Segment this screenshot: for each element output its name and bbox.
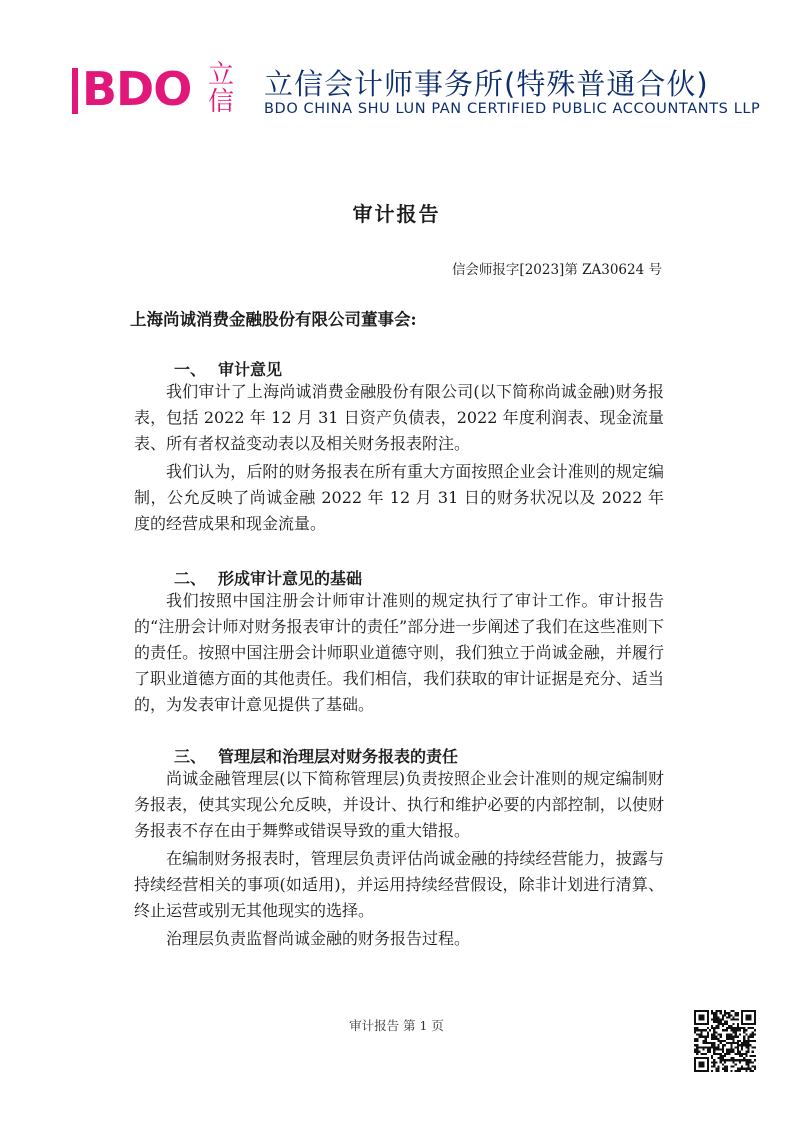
firm-name-cn: 立信会计师事务所(特殊普通合伙) xyxy=(264,67,709,101)
section-heading-2 xyxy=(174,566,362,589)
section-number: 二、 xyxy=(174,569,207,588)
section-title: 审计意见 xyxy=(218,360,283,379)
firm-name-en: BDO CHINA SHU LUN PAN CERTIFIED PUBLIC ACCOUNTANTS LLP xyxy=(264,101,761,117)
logo-text: BDO xyxy=(82,62,192,116)
paragraph: 在编制财务报表时，管理层负责评估尚诚金融的持续经营能力，披露与持续经营相关的事项(如适用)，并运用持续经营假设，除非计划进行清算、终止运营或别无其他现实的选择。 xyxy=(134,849,664,920)
document-title: 审计报告 xyxy=(352,202,441,226)
section-number: 一、 xyxy=(174,360,207,379)
paragraph: 尚诚金融管理层(以下简称管理层)负责按照企业会计准则的规定编制财务报表，使其实现公允反映，并设计、执行和维护必要的内部控制，以使财务报表不存在由于舞弊或错误导致的重大错报。 xyxy=(134,769,664,840)
page-footer: 审计报告 第 1 页 xyxy=(349,1018,444,1033)
section-title: 形成审计意见的基础 xyxy=(218,569,363,588)
salutation: 上海尚诚消费金融股份有限公司董事会: xyxy=(130,310,417,329)
bdo-logo xyxy=(72,60,234,118)
section-heading-3 xyxy=(174,744,458,767)
section-number: 三、 xyxy=(174,747,207,766)
paragraph: 治理层负责监督尚诚金融的财务报告过程。 xyxy=(166,929,471,948)
paragraph: 我们按照中国注册会计师审计准则的规定执行了审计工作。审计报告的“注册会计师对财务报表审计的责任”部分进一步阐述了我们在这些准则下的责任。按照中国注册会计师职业道德守则，我们独立于尚诚金融，并履行了职业道德方面的其他责任。我们相信，我们获取的审计证据是充分、适当的，为发表审计意见提供了基础。 xyxy=(134,591,664,714)
logo-bar xyxy=(72,68,78,114)
letterhead xyxy=(60,52,761,122)
qr-code-icon xyxy=(694,1010,756,1072)
paragraph: 我们审计了上海尚诚消费金融股份有限公司(以下简称尚诚金融)财务报表，包括 2022 年 12 月 31 日资产负债表，2022 年度利润表、现金流量表、所有者权益变动表以及相关财务报表附注。 xyxy=(134,382,664,453)
section-title: 管理层和治理层对财务报表的责任 xyxy=(218,747,459,766)
section-heading-1 xyxy=(174,357,282,380)
report-reference-number: 信会师报字[2023]第 ZA30624 号 xyxy=(451,262,662,278)
paragraph: 我们认为，后附的财务报表在所有重大方面按照企业会计准则的规定编制，公允反映了尚诚金融 2022 年 12 月 31 日的财务状况以及 2022 年度的经营成果和现金流量。 xyxy=(134,462,664,533)
logo-seal: 立信 xyxy=(207,60,234,117)
